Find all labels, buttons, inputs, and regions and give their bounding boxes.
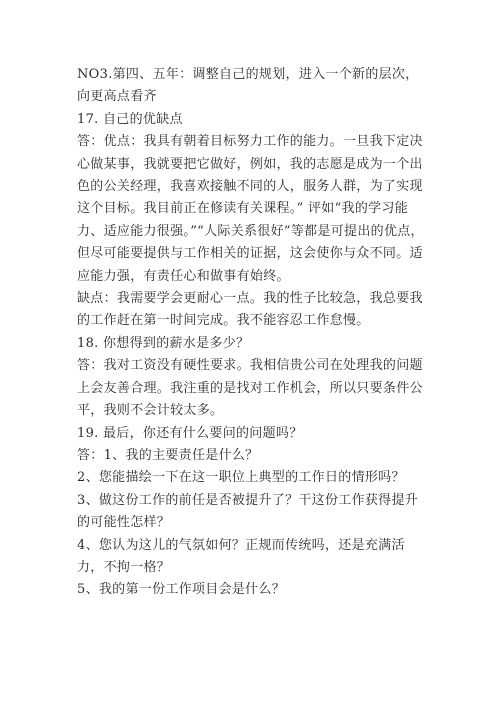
list-item-question-3: 3、做这份工作的前任是否被提升了？干这份工作获得提升的可能性怎样？ <box>77 492 419 531</box>
paragraph-plan-stage-3: NO3.第四、五年：调整自己的规划，进入一个新的层次，向更高点看齐 <box>77 67 419 105</box>
paragraph-strengths-answer: 答：优点：我具有朝着目标努力工作的能力。一旦我下定决心做某事，我就要把它做好，例如，我的志愿是成为一个出色的公关经理，我喜欢接触不同的人，服务人群，为了实现这个目标。我目前正在修读有关课程。” 评如“我的学习能力、适应能力很强。”“人际关系很好”等都是可提出的优点，但尽可能要提供与工作相关的证据，这会使你与众不同。适应能力强，有责任心和做事有始终。 <box>77 134 424 284</box>
heading-q19-questions: 19. 最后，你还有什么要问的问题吗？ <box>77 425 303 441</box>
paragraph-salary-answer: 答：我对工资没有硬性要求。我相信贵公司在处理我的问题上会友善合理。我注重的是找对工作机会，所以只要条件公平，我则不会计较太多。 <box>77 358 423 419</box>
heading-q18-salary: 18. 你想得到的薪水是多少？ <box>77 335 250 351</box>
document-body <box>77 64 430 602</box>
list-item-question-5: 5、我的第一份工作项目会是什么？ <box>77 582 286 598</box>
list-item-question-2: 2、您能描绘一下在这一职位上典型的工作日的情形吗？ <box>77 470 405 486</box>
list-item-question-1: 答：1、我的主要责任是什么？ <box>77 447 259 463</box>
list-item-question-4: 4、您认为这儿的气氛如何？正规而传统吗，还是充满活力，不拘一格？ <box>77 537 405 575</box>
paragraph-weaknesses-answer: 缺点：我需要学会更耐心一点。我的性子比较急，我总要我的工作赶在第一时间完成。我不能容忍工作怠慢。 <box>77 291 423 329</box>
heading-q17-strengths-weaknesses: 17. 自己的优缺点 <box>77 111 183 127</box>
